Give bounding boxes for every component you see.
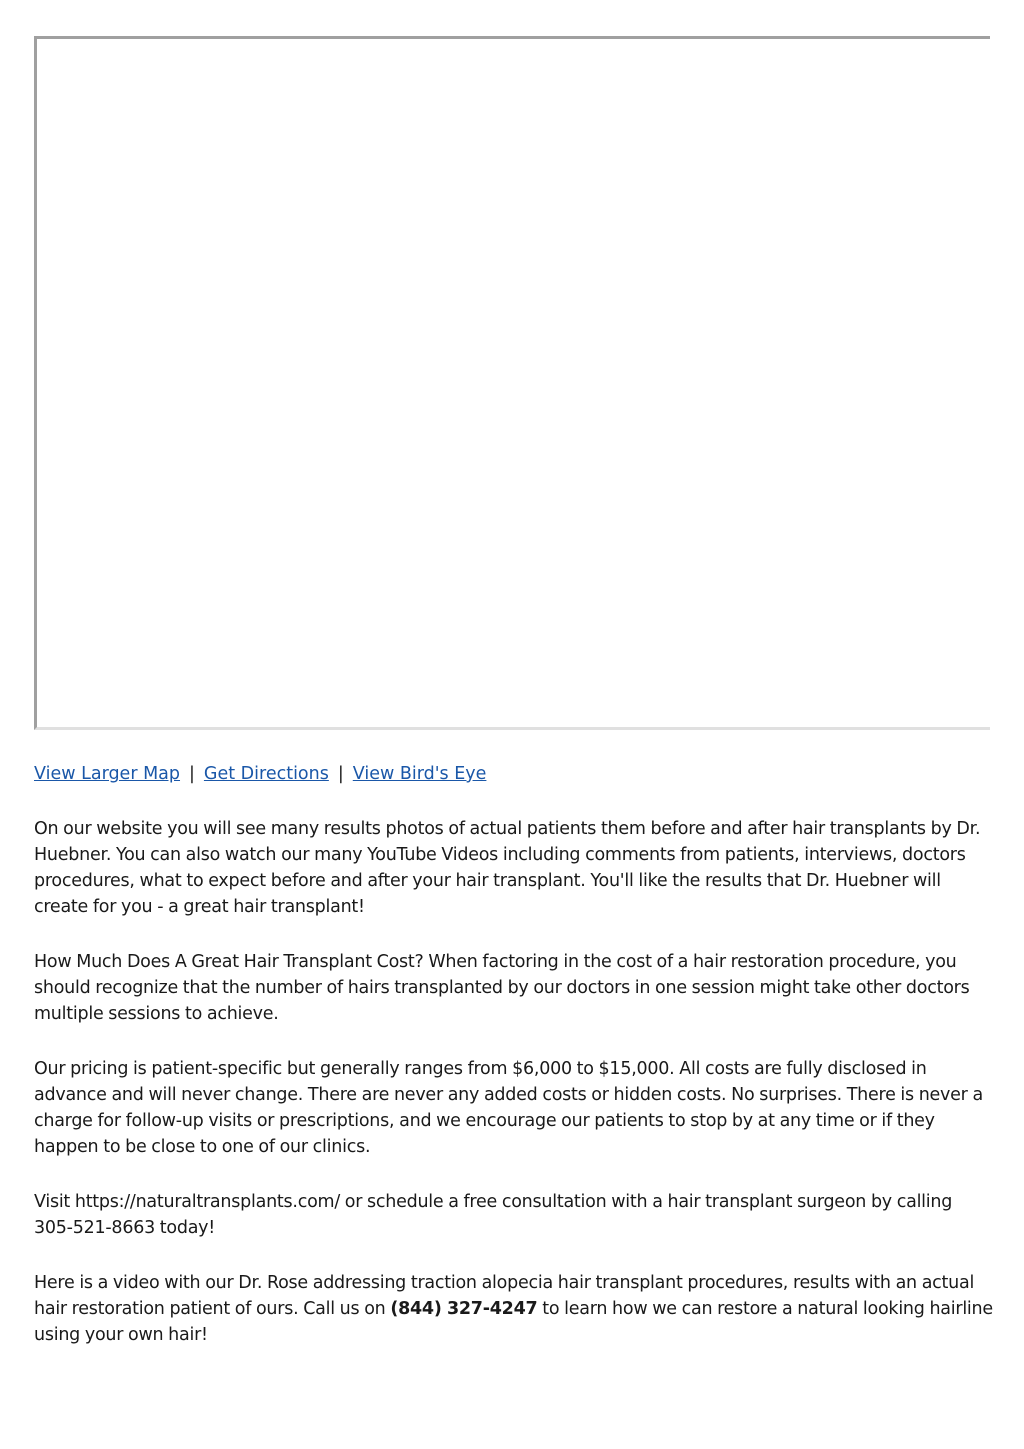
link-separator: | — [337, 764, 344, 784]
article-body — [34, 816, 994, 1377]
map-embed[interactable] — [34, 36, 990, 730]
phone-number: (844) 327-4247 — [390, 1299, 538, 1319]
paragraph-results: On our website you will see many results photos of actual patients them before and after hair transplants by Dr. Huebner. You can also watch our many YouTube Videos including comments from patients, interviews, doctors procedures, what to expect before and after your hair transplant. You'll like the results that Dr. Huebner will create for you - a great hair transplant! — [34, 819, 981, 917]
view-larger-map-link[interactable]: View Larger Map — [34, 764, 181, 784]
get-directions-link[interactable]: Get Directions — [203, 764, 329, 784]
view-birds-eye-link[interactable]: View Bird's Eye — [352, 764, 487, 784]
map-links — [34, 761, 486, 787]
paragraph-visit: Visit https://naturaltransplants.com/ or schedule a free consultation with a hair transplant surgeon by calling 305-521-8663 today! — [34, 1192, 953, 1238]
paragraph-cost: How Much Does A Great Hair Transplant Cost? When factoring in the cost of a hair restoration procedure, you should recognize that the number of hairs transplanted by our doctors in one session might take other doctors multiple sessions to achieve. — [34, 952, 970, 1024]
link-separator: | — [189, 764, 195, 784]
video-text-after: to learn how we can restore a natural looking hairline using your own hair! — [34, 1299, 993, 1345]
video-text-before: Here is a video with our Dr. Rose addressing traction alopecia hair transplant procedures, results with an actual hair restoration patient of ours. Call us on — [34, 1273, 975, 1319]
paragraph-pricing: Our pricing is patient-specific but generally ranges from $6,000 to $15,000. All costs are fully disclosed in advance and will never change. There are never any added costs or hidden costs. No surprises. There is never a charge for follow-up visits or prescriptions, and we encourage our patients to stop by at any time or if they happen to be close to one of our clinics. — [34, 1059, 983, 1157]
paragraph-video — [34, 1270, 994, 1348]
